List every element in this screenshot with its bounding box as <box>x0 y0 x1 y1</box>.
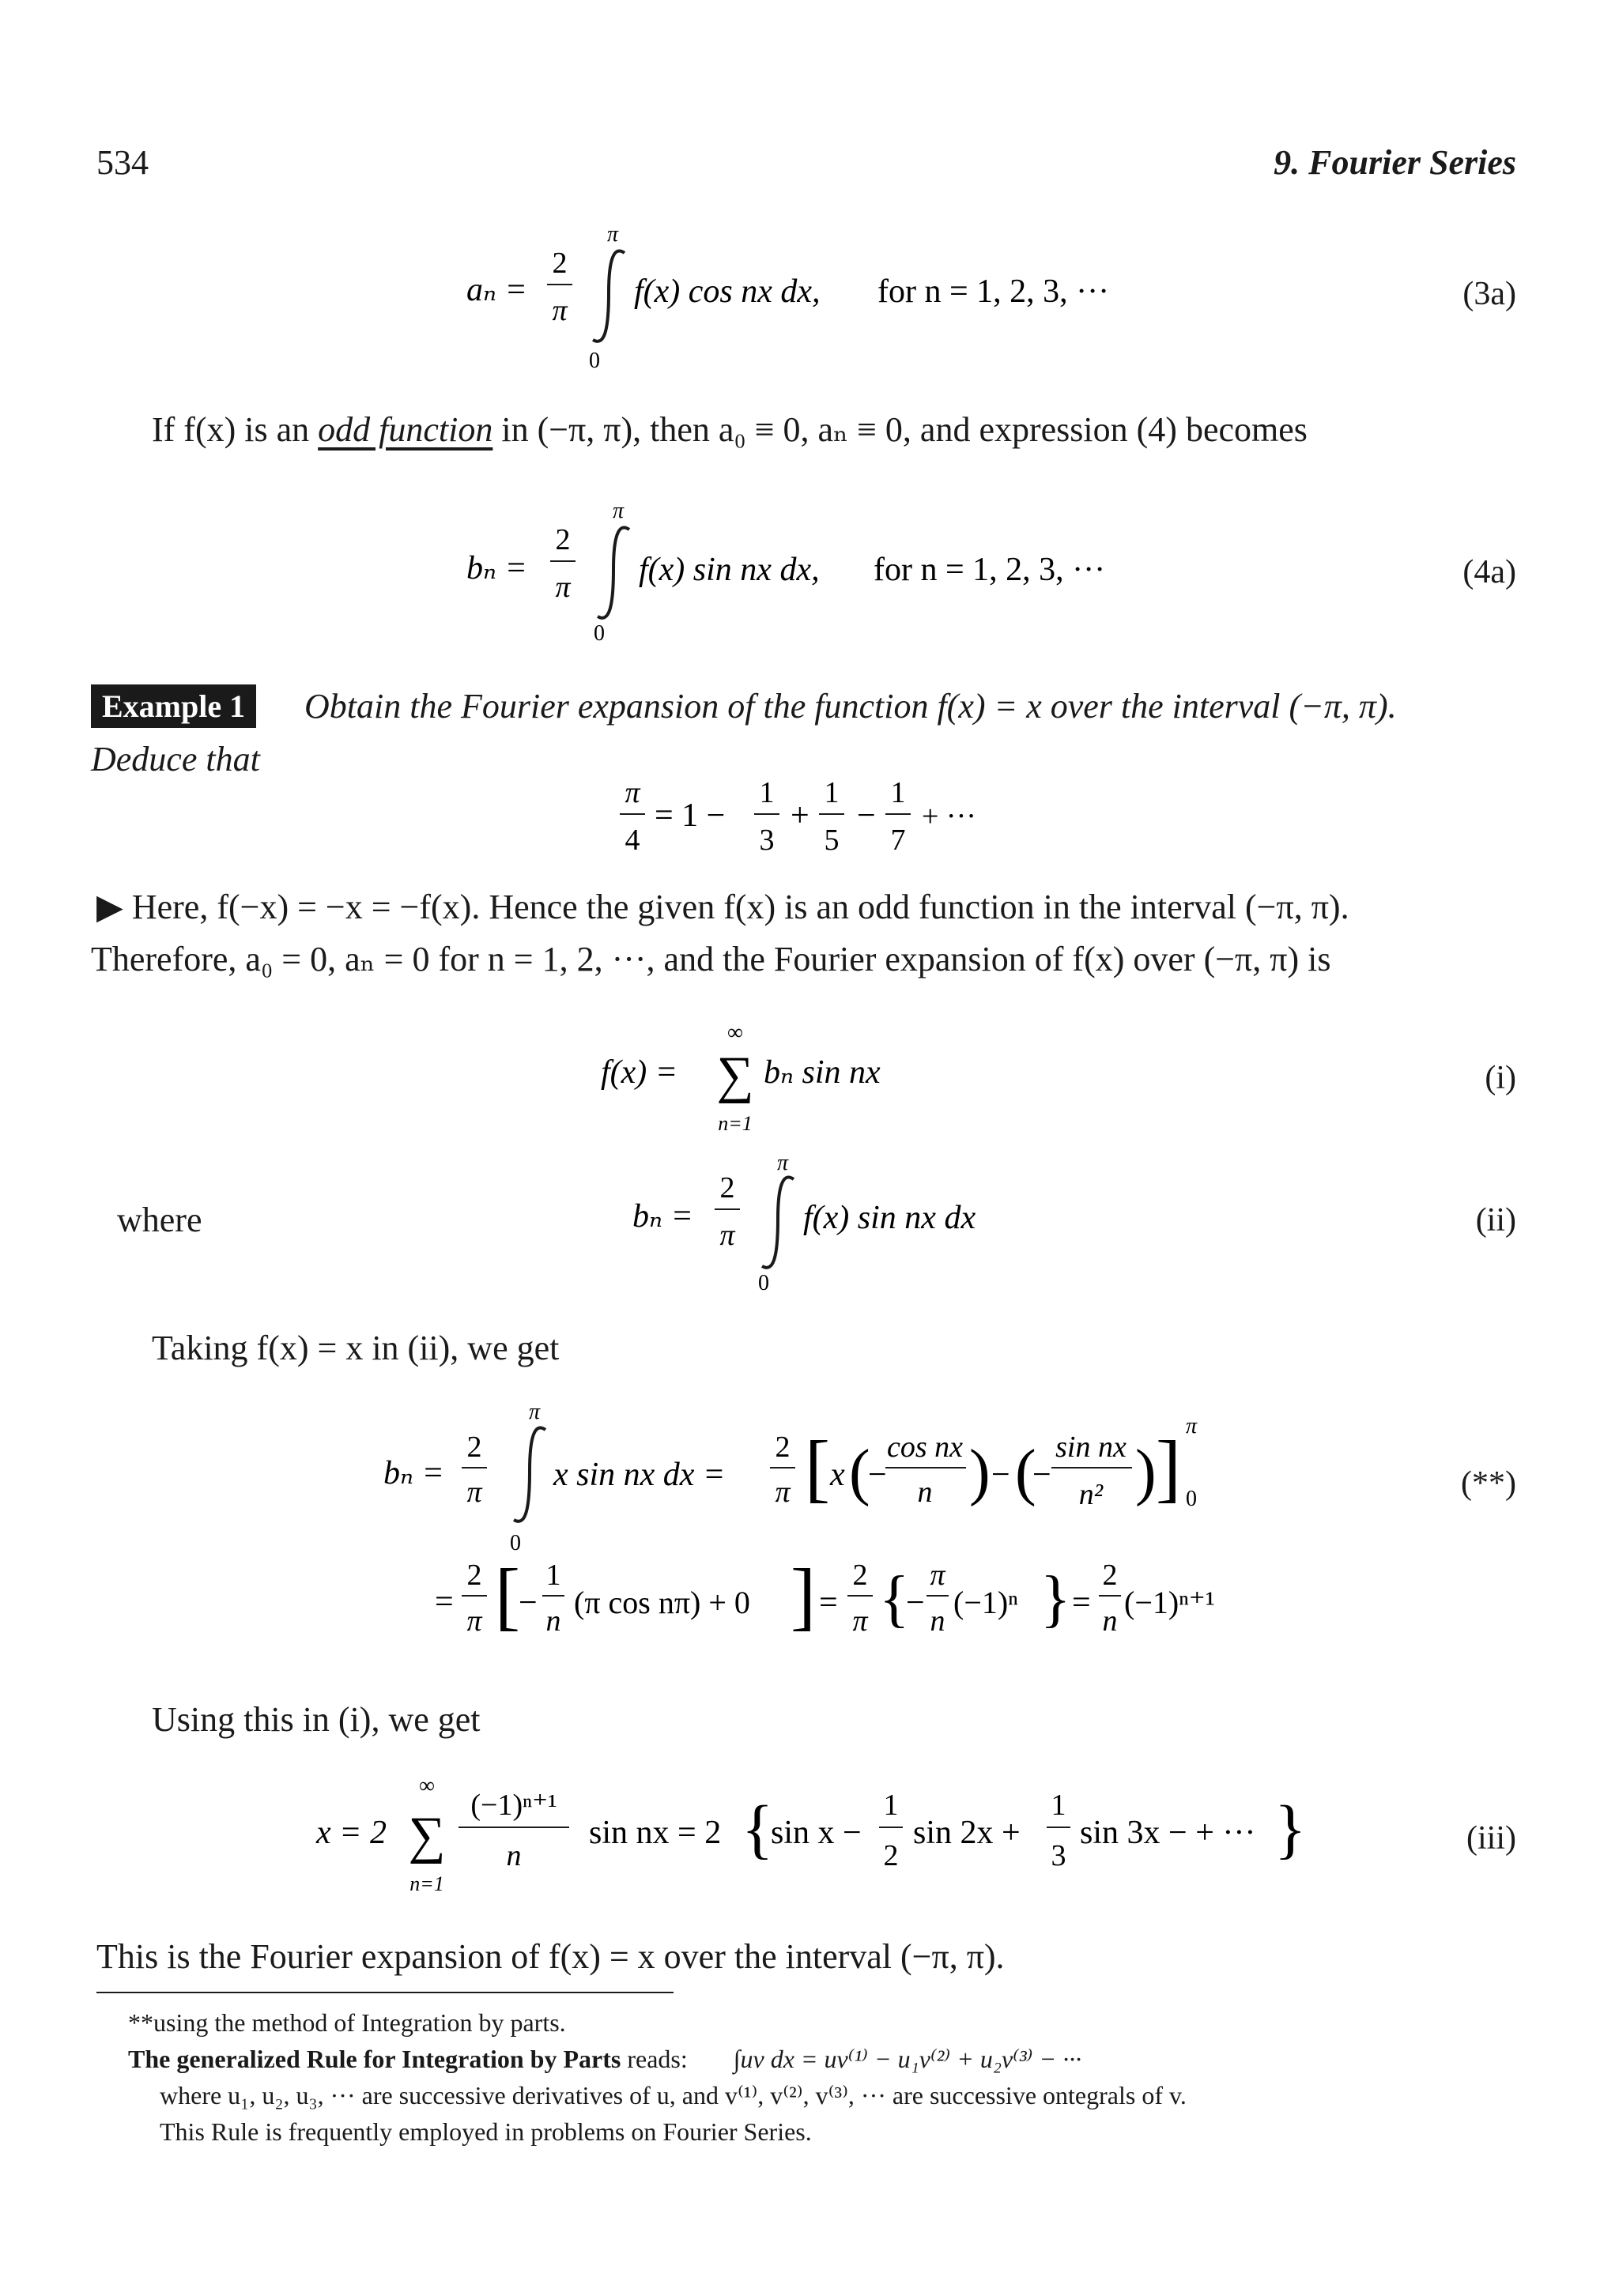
right-brace-icon: } <box>1040 1564 1071 1634</box>
equation-star-svg <box>0 1395 1619 1672</box>
eqstar-cos-den: n <box>917 1476 933 1509</box>
eqiii-t3-num: 1 <box>1051 1789 1066 1822</box>
equation-star <box>0 1395 1619 1672</box>
sigma-icon: ∑ <box>408 1807 446 1864</box>
footnote-line-1 <box>128 2006 566 2040</box>
odd-function-term: odd function <box>318 410 493 449</box>
equation-ii <box>0 1154 1619 1296</box>
right-paren-icon: ) <box>969 1438 991 1507</box>
chapter-title: 9. Fourier Series <box>1274 143 1516 182</box>
eqstar-two-e: 2 <box>1102 1559 1118 1592</box>
example-statement: Obtain the Fourier expansion of the function f(x) = x over the interval (−π, π). <box>304 687 1397 726</box>
eqstar-pi-d: π <box>852 1604 868 1638</box>
right-paren-icon: ) <box>1135 1438 1157 1507</box>
eq4a-integrand: f(x) sin nx dx, <box>639 552 820 588</box>
right-brace-icon: } <box>1274 1793 1307 1866</box>
series-minus: − <box>857 797 876 834</box>
eq4a-frac-num: 2 <box>555 523 571 556</box>
eqstar-int-lower: 0 <box>510 1531 521 1555</box>
series-term-start: = 1 − <box>655 797 726 834</box>
eqstar-two-d: 2 <box>852 1559 868 1592</box>
conclusion-line: This is the Fourier expansion of f(x) = x over the interval (−π, π). <box>96 1937 1005 1976</box>
eqstar-l2-cos: (π cos nπ) + 0 <box>574 1585 750 1620</box>
eqstar-l2-n: n <box>930 1604 945 1638</box>
eqiii-sum-bottom: n=1 <box>409 1872 444 1895</box>
using-line: Using this in (i), we get <box>152 1700 481 1739</box>
eqstar-lhs: bₙ = <box>383 1455 444 1491</box>
footnote-line-2 <box>128 2042 1081 2076</box>
eq3a-range: for n = 1, 2, 3, ··· <box>877 273 1110 310</box>
equation-iii-svg <box>0 1770 1619 1905</box>
left-paren-icon: ( <box>1015 1438 1036 1507</box>
eqstar-l2-result: (−1)ⁿ⁺¹ <box>1124 1585 1215 1620</box>
eq4a-number: (4a) <box>1462 554 1516 590</box>
right-bracket-icon: ] <box>791 1553 816 1638</box>
eqiii-term-2: sin 2x + <box>913 1815 1021 1851</box>
series-den-5: 5 <box>824 824 840 857</box>
taking-line: Taking f(x) = x in (ii), we get <box>152 1329 560 1367</box>
solution-line-1-text: Here, f(−x) = −x = −f(x). Hence the given f(x) is an odd function in the interval (−π, π). <box>131 888 1349 926</box>
left-bracket-icon: [ <box>805 1425 830 1510</box>
equals-sign: = <box>435 1584 454 1620</box>
left-paren-icon: ( <box>849 1438 870 1507</box>
eqiii-term-3: sin 3x − + ··· <box>1080 1815 1256 1851</box>
eqii-lhs: bₙ = <box>632 1198 693 1235</box>
equation-i-svg <box>0 1020 1619 1146</box>
equation-3a-svg <box>0 213 1619 371</box>
eq3a-integrand: f(x) cos nx dx, <box>634 273 821 310</box>
eqi-body: bₙ sin nx <box>764 1054 881 1091</box>
eqstar-integrand: x sin nx dx = <box>553 1457 726 1493</box>
page-number: 534 <box>96 143 149 182</box>
series-lhs-num: π <box>625 776 640 809</box>
equals-sign: = <box>819 1585 838 1621</box>
left-brace-icon: { <box>742 1793 774 1866</box>
eqstar-l2-n2: n <box>1102 1604 1118 1638</box>
series-plus: + <box>791 797 810 834</box>
eqstar-number: (**) <box>1461 1465 1516 1502</box>
footnote-divider <box>96 1992 674 1993</box>
leibniz-series-svg <box>0 771 1619 873</box>
eqii-frac-den: π <box>719 1219 735 1252</box>
eqstar-pi-a: π <box>466 1476 482 1509</box>
eqstar-pi-b: π <box>775 1476 791 1509</box>
minus-sign-a: − <box>868 1457 887 1493</box>
eq3a-lhs: aₙ = <box>466 272 527 308</box>
eq4a-lower-limit: 0 <box>594 621 605 646</box>
equation-4a <box>0 490 1619 648</box>
solution-arrow-icon: ▶ <box>96 888 132 926</box>
eqstar-sin-num: sin nx <box>1055 1431 1127 1464</box>
solution-line-1 <box>96 887 1349 929</box>
eqiii-term-1: sin x − <box>771 1815 862 1851</box>
eqstar-l2-pi: π <box>930 1559 945 1592</box>
eqstar-int-upper: π <box>528 1400 541 1424</box>
eqiii-sum-top: ∞ <box>419 1774 435 1798</box>
eqi-sum-bottom: n=1 <box>718 1112 753 1135</box>
footnote-line-4: This Rule is frequently employed in problems on Fourier Series. <box>160 2117 812 2146</box>
series-num-3: 1 <box>890 776 906 809</box>
footnote-line-1-text: **using the method of Integration by parts. <box>128 2008 566 2037</box>
eqii-frac-num: 2 <box>719 1171 735 1205</box>
equation-ii-svg <box>0 1154 1619 1296</box>
eqii-lower-limit: 0 <box>758 1271 769 1295</box>
eqstar-cos-num: cos nx <box>886 1431 964 1464</box>
eq3a-upper-limit: π <box>606 222 619 247</box>
eq3a-lower-limit: 0 <box>589 349 600 371</box>
series-den-3: 3 <box>759 824 775 857</box>
minus-sign-b: − <box>991 1457 1010 1493</box>
eqstar-two-a: 2 <box>466 1431 482 1464</box>
eqstar-bracket-x: x <box>830 1457 845 1493</box>
series-num-1: 1 <box>759 776 775 809</box>
eqi-sum-top: ∞ <box>727 1020 743 1045</box>
series-ellipsis: + ··· <box>922 800 976 833</box>
example-badge: Example 1 <box>91 684 256 728</box>
eqstar-eval-lower: 0 <box>1186 1487 1197 1511</box>
eqiii-t3-den: 3 <box>1051 1839 1066 1872</box>
footnote-line-3: where u₁, u₂, u₃, ··· are successive derivatives of u, and v⁽¹⁾, v⁽²⁾, v⁽³⁾, ··· are successive ontegrals of v. <box>160 2081 1187 2109</box>
odd-para-post: in (−π, π), then a₀ ≡ 0, aₙ ≡ 0, and expression (4) becomes <box>501 410 1308 449</box>
footnote-reads: reads: <box>627 2045 688 2073</box>
eq3a-frac-den: π <box>552 294 568 327</box>
eqiii-frac-num: (−1)ⁿ⁺¹ <box>470 1789 557 1822</box>
left-brace-icon: { <box>879 1564 910 1634</box>
leibniz-series <box>0 771 1619 873</box>
equation-4a-svg <box>0 490 1619 648</box>
eqiii-lhs: x = 2 <box>316 1815 387 1851</box>
eqiii-t2-num: 1 <box>883 1789 899 1822</box>
minus-sign-e: − <box>906 1585 925 1621</box>
eqstar-sin-den: n² <box>1078 1478 1104 1511</box>
sigma-icon: ∑ <box>716 1046 754 1104</box>
equation-3a <box>0 213 1619 371</box>
eqstar-l2-power: (−1)ⁿ <box>953 1585 1018 1620</box>
equation-i <box>0 1020 1619 1146</box>
eqstar-eval-upper: π <box>1186 1414 1198 1438</box>
minus-sign-d: − <box>519 1585 538 1621</box>
eqii-integrand: f(x) sin nx dx <box>803 1200 976 1236</box>
integral-icon <box>762 1177 794 1267</box>
footnote-formula: ∫uv dx = uv⁽¹⁾ − u₁v⁽²⁾ + u₂v⁽³⁾ − ··· <box>733 2045 1082 2073</box>
solution-line-2: Therefore, a₀ = 0, aₙ = 0 for n = 1, 2, ···, and the Fourier expansion of f(x) over (−π, π) is <box>91 940 1331 978</box>
eqiii-frac-den: n <box>506 1839 522 1872</box>
eqi-lhs: f(x) = <box>601 1054 678 1091</box>
eq4a-upper-limit: π <box>612 499 625 523</box>
eqiii-t2-den: 2 <box>883 1839 899 1872</box>
footnote-rule-title: The generalized Rule for Integration by Parts <box>128 2045 621 2073</box>
eqiii-number: (iii) <box>1466 1820 1516 1857</box>
series-lhs-den: 4 <box>625 824 640 857</box>
eq4a-lhs: bₙ = <box>466 550 527 586</box>
series-den-7: 7 <box>890 824 906 857</box>
eq4a-frac-den: π <box>555 571 571 604</box>
eqii-upper-limit: π <box>776 1154 789 1175</box>
series-num-2: 1 <box>824 776 840 809</box>
integral-icon <box>598 527 629 617</box>
eqstar-two-c: 2 <box>466 1559 482 1592</box>
eqstar-l2-den: n <box>545 1604 561 1638</box>
odd-para-pre: If f(x) is an <box>152 410 310 449</box>
left-bracket-icon: [ <box>495 1553 520 1638</box>
equals-sign: = <box>1072 1585 1091 1621</box>
eq3a-frac-num: 2 <box>552 247 568 280</box>
eqii-number: (ii) <box>1475 1202 1516 1238</box>
right-bracket-icon: ] <box>1156 1425 1181 1510</box>
eqstar-l2-num: 1 <box>545 1559 561 1592</box>
eq3a-number: (3a) <box>1462 276 1516 312</box>
minus-sign-c: − <box>1032 1457 1051 1493</box>
eqstar-pi-c: π <box>466 1604 482 1638</box>
eqiii-mid: sin nx = 2 <box>589 1815 722 1851</box>
eqstar-two-b: 2 <box>775 1431 791 1464</box>
where-label: where <box>117 1201 202 1239</box>
integral-icon <box>593 251 625 341</box>
deduce-label: Deduce that <box>91 740 260 779</box>
odd-paragraph <box>152 409 1308 451</box>
eq4a-range: for n = 1, 2, 3, ··· <box>874 552 1106 588</box>
integral-icon <box>514 1427 545 1521</box>
eqi-number: (i) <box>1485 1060 1516 1096</box>
equation-iii <box>0 1770 1619 1905</box>
